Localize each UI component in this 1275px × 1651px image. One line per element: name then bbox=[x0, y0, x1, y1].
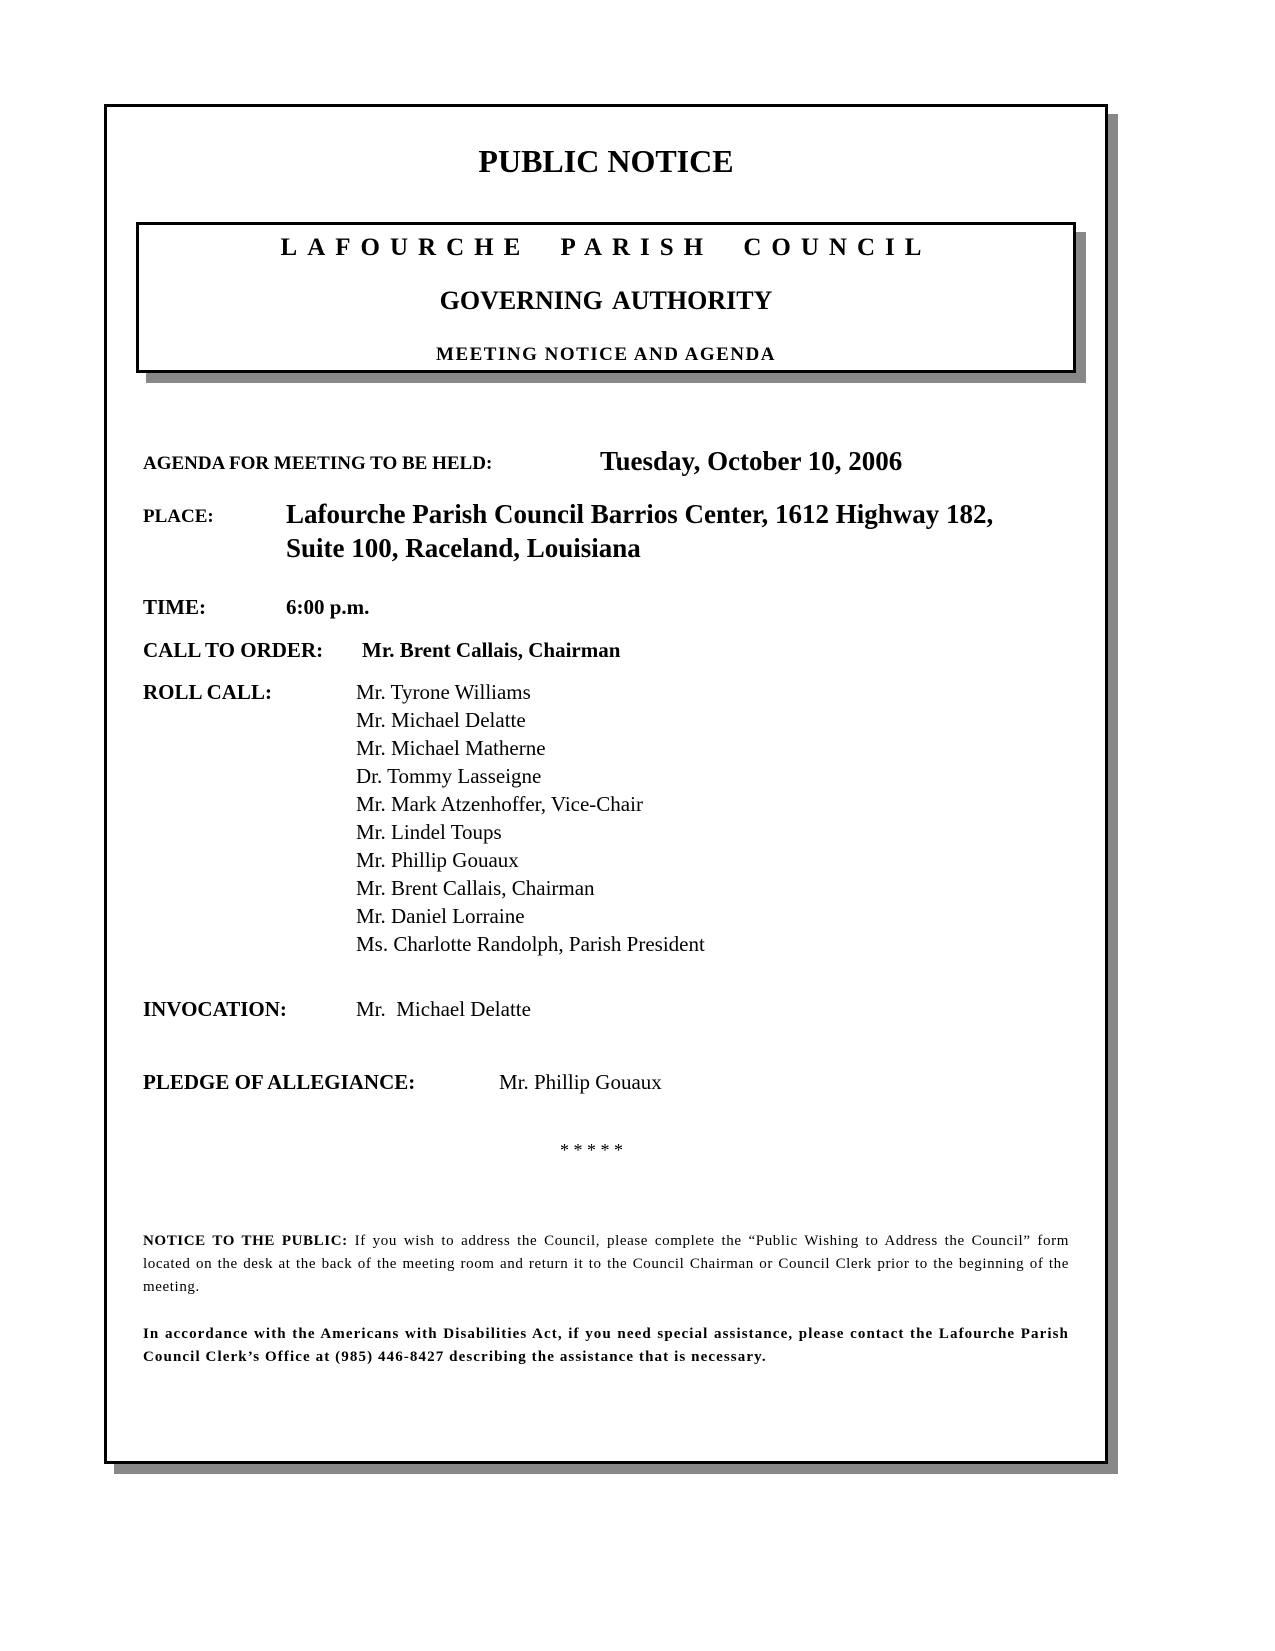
place-line-2: Suite 100, Raceland, Louisiana bbox=[286, 533, 641, 563]
list-item: Mr. Lindel Toups bbox=[356, 820, 502, 844]
council-name: LAFOURCHE PARISH COUNCIL bbox=[280, 234, 932, 261]
roll-call-list bbox=[356, 678, 705, 958]
list-item: Mr. Mark Atzenhoffer, Vice-Chair bbox=[356, 792, 643, 816]
list-item: Mr. Michael Delatte bbox=[356, 708, 526, 732]
governing-authority: GOVERNING AUTHORITY bbox=[439, 286, 773, 315]
pledge: Mr. Phillip Gouaux bbox=[499, 1070, 662, 1094]
roll-call-label: ROLL CALL: bbox=[143, 680, 272, 704]
meeting-date: Tuesday, October 10, 2006 bbox=[600, 446, 903, 476]
place-label: PLACE: bbox=[143, 506, 214, 527]
list-item: Mr. Tyrone Williams bbox=[356, 680, 531, 704]
list-item: Mr. Daniel Lorraine bbox=[356, 904, 525, 928]
meeting-time: 6:00 p.m. bbox=[286, 595, 370, 619]
ada-notice: In accordance with the Americans with Disabilities Act, if you need special assistance, please contact the Lafourche Parish Council Clerk’s Office at (985) 446-8427 describing the assistance that is necessary. bbox=[143, 1326, 1069, 1365]
time-label: TIME: bbox=[143, 595, 206, 619]
list-item: Mr. Phillip Gouaux bbox=[356, 848, 519, 872]
list-item: Dr. Tommy Lasseigne bbox=[356, 764, 542, 788]
invocation: Mr. Michael Delatte bbox=[356, 997, 531, 1021]
invocation-label: INVOCATION: bbox=[143, 997, 287, 1021]
pledge-label: PLEDGE OF ALLEGIANCE: bbox=[143, 1070, 416, 1094]
header-subtitle: MEETING NOTICE AND AGENDA bbox=[436, 344, 776, 365]
separator: * * * * * bbox=[560, 1140, 623, 1160]
public-notice bbox=[143, 1230, 1069, 1299]
list-item: Mr. Brent Callais, Chairman bbox=[356, 876, 595, 900]
place-line-1: Lafourche Parish Council Barrios Center, 1612 Highway 182, bbox=[286, 499, 994, 529]
public-notice-label: NOTICE TO THE PUBLIC: bbox=[143, 1233, 348, 1249]
list-item: Ms. Charlotte Randolph, Parish President bbox=[356, 932, 705, 956]
call-to-order-label: CALL TO ORDER: bbox=[143, 638, 324, 662]
public-notice-text: If you wish to address the Council, please complete the “Public Wishing to Address the Council” form located on the desk at the back of the meeting room and return it to the Council Chairman or Council Clerk prior to the beginning of the meeting. bbox=[143, 1233, 1069, 1295]
date-label: AGENDA FOR MEETING TO BE HELD: bbox=[143, 453, 493, 474]
call-to-order: Mr. Brent Callais, Chairman bbox=[362, 638, 621, 662]
list-item: Mr. Michael Matherne bbox=[356, 736, 546, 760]
page-title: PUBLIC NOTICE bbox=[478, 143, 734, 179]
